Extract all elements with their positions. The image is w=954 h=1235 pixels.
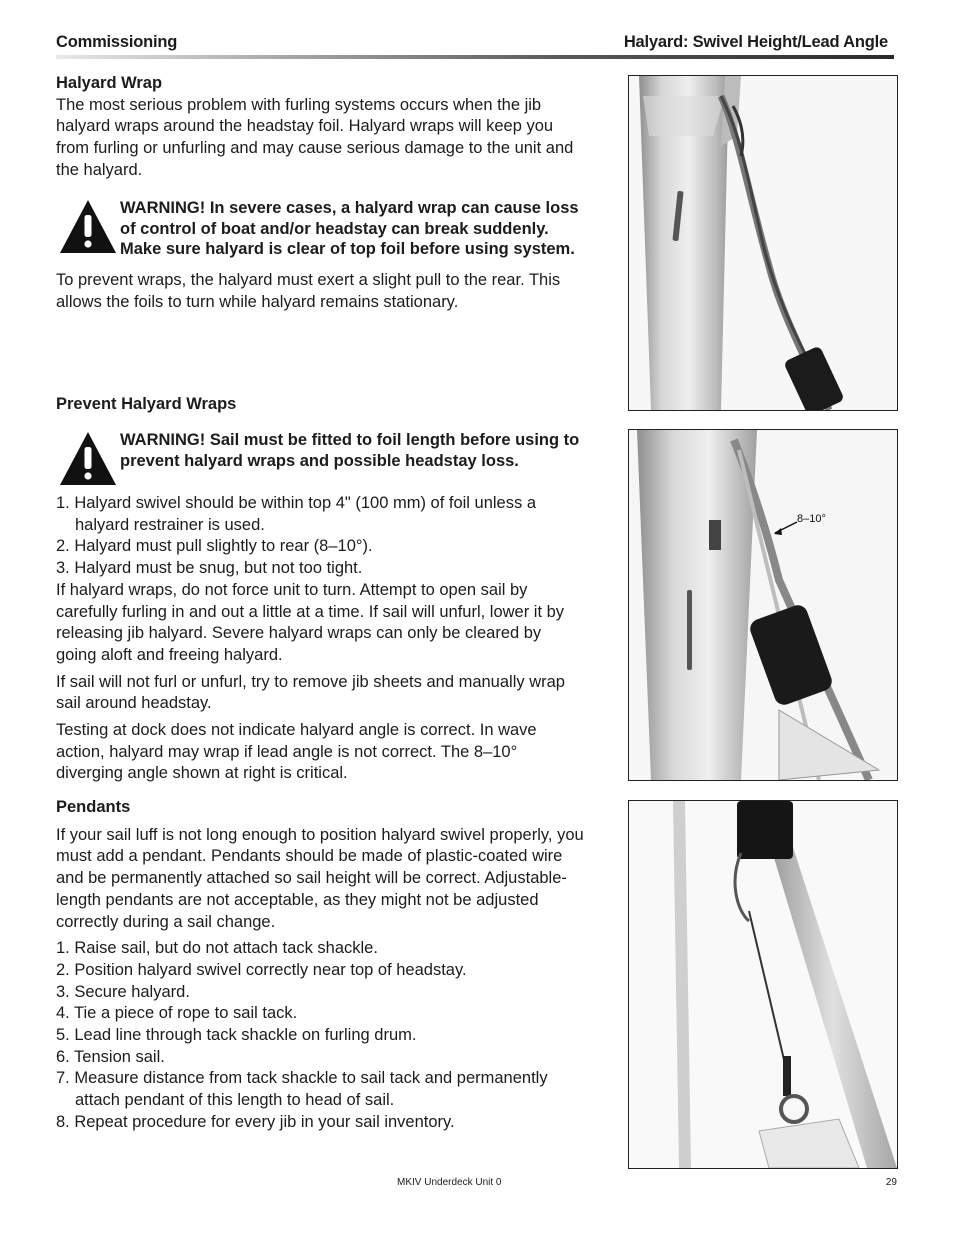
list-item: 1. Halyard swivel should be within top 4" (100 mm) of foil unless a halyard restrainer is used. <box>56 494 536 534</box>
paragraph: If halyard wraps, do not force unit to turn. Attempt to open sail by carefully furling in and out a little at a time. If sail will unfurl, lower it by releasing jib halyard. Severe halyard wraps can only be cleared by going aloft and freeing halyard. <box>56 580 565 664</box>
section-header: Commissioning <box>56 33 178 51</box>
pendants-heading: Pendants <box>56 798 131 816</box>
warning-icon <box>58 198 118 254</box>
list-item: 3. Halyard must be snug, but not too tight. <box>56 559 363 578</box>
warning-text-1: WARNING! In severe cases, a halyard wrap can cause loss of control of boat and/or headstay can break suddenly. Make sure halyard is clear of top foil before using system. <box>120 199 579 258</box>
pendant-photo <box>629 801 897 1168</box>
warning-text-2: WARNING! Sail must be fitted to foil length before using to prevent halyard wraps and possible headstay loss. <box>120 431 580 470</box>
list-item: 2. Position halyard swivel correctly near top of headstay. <box>56 960 467 979</box>
list-item: 4. Tie a piece of rope to sail tack. <box>56 1004 298 1023</box>
paragraph: If sail will not furl or unfurl, try to remove jib sheets and manually wrap sail around headstay. <box>56 672 565 713</box>
halyard-wrap-section <box>56 73 586 182</box>
pendants-section <box>56 797 586 1134</box>
prevent-wraps-body <box>56 493 586 785</box>
angle-label: 8–10° <box>797 513 826 525</box>
lead-angle-photo <box>629 430 897 780</box>
photo-pendant <box>628 800 898 1169</box>
page-number: 29 <box>885 1177 897 1188</box>
prevent-text: To prevent wraps, the halyard must exert a slight pull to the rear. This allows the foils to turn while halyard remains stationary. <box>56 271 561 311</box>
warning-icon <box>58 430 118 486</box>
prevent-steps-list <box>56 493 586 580</box>
pendants-steps-list <box>56 938 586 1133</box>
list-item: 6. Tension sail. <box>56 1047 165 1066</box>
list-item: 3. Secure halyard. <box>56 982 190 1001</box>
header-rule <box>56 55 894 59</box>
list-item: 7. Measure distance from tack shackle to sail tack and permanently attach pendant of this length to head of sail. <box>56 1069 548 1110</box>
halyard-wrap-heading: Halyard Wrap <box>56 74 163 92</box>
foil-top-photo <box>629 76 897 410</box>
list-item: 1. Raise sail, but do not attach tack shackle. <box>56 939 378 958</box>
list-item: 5. Lead line through tack shackle on furling drum. <box>56 1026 417 1045</box>
photo-lead-angle <box>628 429 898 781</box>
footer-doc-title: MKIV Underdeck Unit 0 <box>397 1177 502 1188</box>
pendants-intro: If your sail luff is not long enough to position halyard swivel properly, you must add a pendant. Pendants should be made of plastic-coated wire and be permanently attached so sail height will be correct. Adjustable-length pendants are not acceptable, as they might not be adjusted correctly during a sail change. <box>56 825 584 931</box>
topic-header: Halyard: Swivel Height/Lead Angle <box>623 33 888 51</box>
list-item: 8. Repeat procedure for every jib in your sail inventory. <box>56 1112 455 1131</box>
prevent-text-block <box>56 270 586 313</box>
paragraph: Testing at dock does not indicate halyard angle is correct. In wave action, halyard may wrap if lead angle is not correct. The 8–10° diverging angle shown at right is critical. <box>56 721 537 783</box>
prevent-wraps-heading: Prevent Halyard Wraps <box>56 395 237 413</box>
list-item: 2. Halyard must pull slightly to rear (8–10°). <box>56 537 373 556</box>
photo-swivel-top <box>628 75 898 411</box>
halyard-wrap-intro: The most serious problem with furling systems occurs when the jib halyard wraps around the headstay foil. Halyard wraps will keep you from furling or unfurling and may cause serious damage to the unit and the halyard. <box>56 95 574 179</box>
prevent-wraps-heading-block <box>56 394 586 416</box>
